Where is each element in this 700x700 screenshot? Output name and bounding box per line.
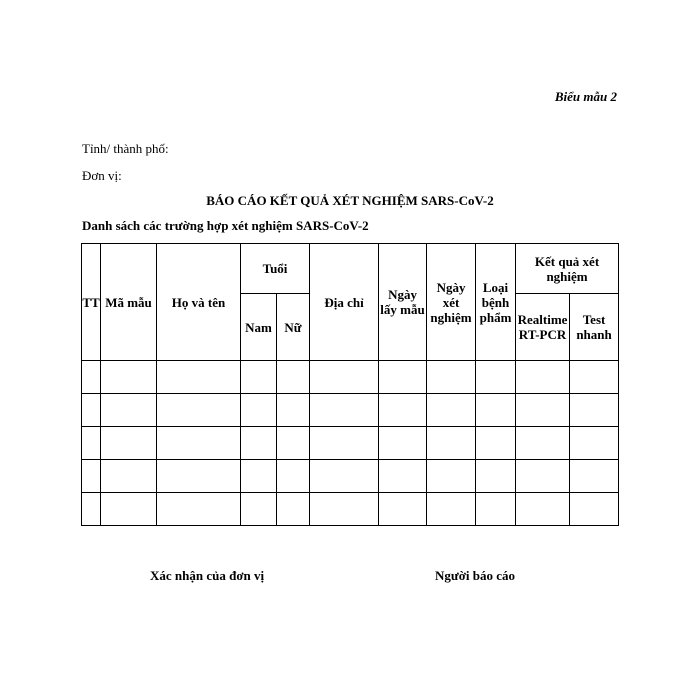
table-row — [82, 460, 619, 493]
table-cell — [101, 394, 157, 427]
table-cell — [379, 394, 427, 427]
table-cell — [310, 394, 379, 427]
table-cell — [476, 361, 516, 394]
table-cell — [101, 460, 157, 493]
table-cell — [277, 361, 310, 394]
table-row — [82, 427, 619, 460]
table-cell — [476, 394, 516, 427]
table-cell — [241, 361, 277, 394]
table-cell — [277, 427, 310, 460]
province-label: Tỉnh/ thành phố: — [82, 141, 169, 156]
table-cell — [101, 361, 157, 394]
header-age-male: Nam — [241, 294, 277, 361]
header-tt: TT — [82, 244, 101, 361]
table-cell — [241, 427, 277, 460]
report-subtitle: Danh sách các trường hợp xét nghiệm SARS-CoV-2 — [82, 218, 369, 233]
table-cell — [101, 493, 157, 526]
unit-label: Đơn vị: — [82, 168, 122, 183]
table-cell — [427, 493, 476, 526]
table-cell — [379, 460, 427, 493]
table-cell — [241, 493, 277, 526]
table-cell — [427, 394, 476, 427]
unit-confirmation-label: Xác nhận của đơn vị — [150, 568, 265, 583]
table-cell — [570, 493, 619, 526]
table-cell — [516, 394, 570, 427]
table-cell — [516, 427, 570, 460]
table-cell — [427, 460, 476, 493]
table-row — [82, 394, 619, 427]
header-age: Tuổi — [241, 244, 310, 294]
reporter-label: Người báo cáo — [435, 568, 515, 583]
table-cell — [157, 394, 241, 427]
table-cell — [82, 361, 101, 394]
header-specimen-type: Loại bệnh phẩm — [476, 244, 516, 361]
table-cell — [516, 361, 570, 394]
table-cell — [101, 427, 157, 460]
table-cell — [570, 460, 619, 493]
table-cell — [157, 427, 241, 460]
table-cell — [476, 493, 516, 526]
report-title: BÁO CÁO KẾT QUẢ XÉT NGHIỆM SARS-CoV-2 — [206, 193, 494, 208]
table-cell — [516, 493, 570, 526]
table-cell — [427, 427, 476, 460]
table-cell — [516, 460, 570, 493]
table-cell — [241, 460, 277, 493]
table-cell — [82, 460, 101, 493]
form-number-label: Biểu mẫu 2 — [554, 89, 617, 104]
table-cell — [476, 460, 516, 493]
header-sampling-date: Ngày lấy mẫu — [379, 244, 427, 361]
table-cell — [427, 361, 476, 394]
table-cell — [277, 394, 310, 427]
table-cell — [379, 361, 427, 394]
table-cell — [82, 394, 101, 427]
header-test-date: Ngày xét nghiệm — [427, 244, 476, 361]
table-cell — [157, 493, 241, 526]
results-table — [81, 243, 619, 526]
table-cell — [310, 493, 379, 526]
header-full-name: Họ và tên — [157, 244, 241, 361]
table-cell — [82, 493, 101, 526]
table-cell — [379, 427, 427, 460]
table-cell — [310, 460, 379, 493]
header-age-female: Nữ — [277, 294, 310, 361]
table-cell — [570, 427, 619, 460]
table-cell — [310, 361, 379, 394]
header-result: Kết quả xét nghiệm — [516, 244, 619, 294]
table-cell — [277, 460, 310, 493]
table-row — [82, 493, 619, 526]
table-cell — [241, 394, 277, 427]
table-cell — [157, 361, 241, 394]
table-cell — [157, 460, 241, 493]
table-cell — [379, 493, 427, 526]
table-cell — [277, 493, 310, 526]
header-result-rapid: Test nhanh — [570, 294, 619, 361]
header-result-rtpcr: Realtime RT-PCR — [516, 294, 570, 361]
table-cell — [310, 427, 379, 460]
table-cell — [82, 427, 101, 460]
table-cell — [570, 361, 619, 394]
table-row — [82, 361, 619, 394]
table-cell — [570, 394, 619, 427]
header-sample-code: Mã mẫu — [101, 244, 157, 361]
table-cell — [476, 427, 516, 460]
header-address: Địa chỉ — [310, 244, 379, 361]
